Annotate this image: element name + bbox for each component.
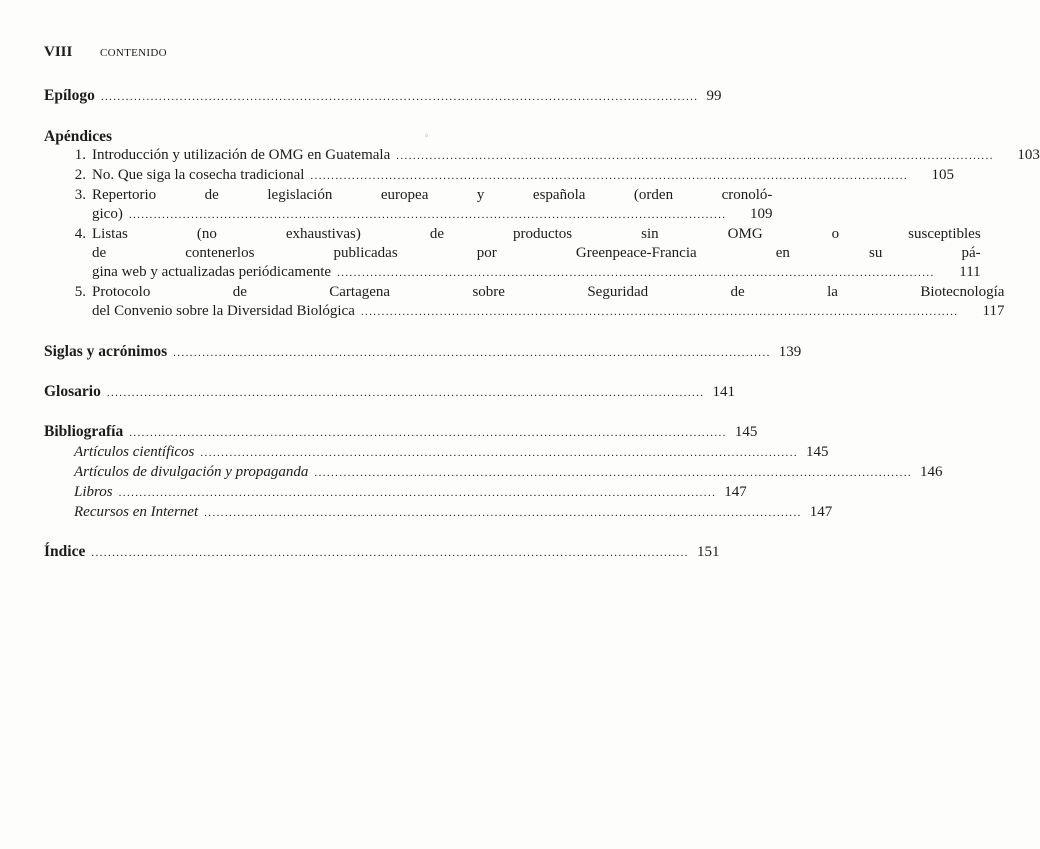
- appendix-last-line: [92, 302, 1004, 322]
- appendix-body: [92, 186, 772, 225]
- appendix-number: 3.: [74, 187, 86, 203]
- appendix-page: 103: [1017, 147, 1040, 163]
- toc-entry-page: 139: [778, 344, 802, 360]
- bibliografia-subentries: [44, 443, 943, 523]
- toc-entry-page: 151: [696, 544, 720, 560]
- appendix-number: 4.: [74, 226, 86, 242]
- appendix-last-line: [92, 205, 772, 225]
- dot-leader: [129, 424, 727, 443]
- toc-entry-glosario[interactable]: [44, 382, 735, 403]
- appendix-line: No. Que siga la cosecha tradicional: [92, 167, 305, 183]
- appendix-number: 2.: [74, 167, 86, 183]
- toc-entry-label: Siglas y acrónimos: [44, 343, 168, 360]
- bibliografia-subentry[interactable]: [44, 483, 747, 503]
- appendix-body: [92, 146, 1040, 166]
- bibliografia-subentry[interactable]: [44, 463, 943, 483]
- toc-entry-label: Epílogo: [44, 87, 95, 104]
- appendix-line: Repertorio de legislación europea y española (orden cronoló-: [92, 187, 773, 203]
- appendix-line: gico): [92, 206, 123, 222]
- bibliografia-subentry[interactable]: [44, 503, 833, 523]
- stray-mark: ﾟ: [425, 135, 430, 146]
- appendix-entry[interactable]: [44, 166, 955, 186]
- toc-entry-page: 145: [734, 424, 758, 440]
- appendix-entry[interactable]: [44, 146, 1040, 166]
- running-header: [44, 44, 167, 61]
- bibliografia-subentry[interactable]: [44, 443, 829, 463]
- appendix-number: 1.: [74, 147, 86, 163]
- toc-entry-epilogo[interactable]: [44, 86, 722, 107]
- toc-entry-siglas[interactable]: [44, 342, 802, 363]
- apendices-list: [44, 146, 1040, 322]
- dot-leader: [337, 264, 935, 283]
- dot-leader: [396, 147, 994, 166]
- subentry-label: Recursos en Internet: [74, 504, 199, 520]
- running-title: CONTENIDO: [100, 47, 167, 59]
- dot-leader: [107, 384, 705, 403]
- subentry-page: 147: [724, 484, 747, 500]
- appendix-line: de contenerlos publicadas por Greenpeace-Francia en su pá-: [92, 245, 981, 261]
- appendix-last-line: [92, 146, 1040, 166]
- appendix-entry[interactable]: [44, 225, 981, 283]
- appendix-page: 117: [982, 303, 1005, 319]
- dot-leader: [119, 484, 717, 503]
- table-of-contents: [44, 86, 1040, 563]
- appendix-number: 5.: [74, 284, 86, 300]
- appendix-line: Introducción y utilización de OMG en Guatemala: [92, 147, 391, 163]
- toc-entry-bibliografia[interactable]: [44, 422, 758, 443]
- appendix-line: Protocolo de Cartagena sobre Seguridad de la Biotecnología: [92, 284, 1005, 300]
- appendix-last-line: [92, 166, 954, 186]
- subentry-page: 145: [806, 444, 829, 460]
- appendix-line: del Convenio sobre la Diversidad Biológica: [92, 303, 355, 319]
- dot-leader: [101, 88, 699, 107]
- toc-entry-label: Bibliografía: [44, 423, 124, 440]
- appendix-line: gina web y actualizadas periódicamente: [92, 264, 332, 280]
- dot-leader: [129, 206, 727, 225]
- appendix-body: [92, 166, 954, 186]
- appendix-body: [92, 283, 1004, 322]
- toc-entry-label: Glosario: [44, 383, 101, 400]
- subentry-page: 146: [920, 464, 943, 480]
- appendix-entry[interactable]: [44, 283, 1005, 322]
- appendix-last-line: [92, 263, 981, 283]
- section-heading-apendices: Apéndices: [44, 128, 113, 145]
- appendix-page: 109: [749, 206, 773, 222]
- subentry-page: 147: [809, 504, 833, 520]
- appendix-page: 111: [959, 264, 981, 280]
- dot-leader: [314, 464, 912, 483]
- dot-leader: [361, 303, 959, 322]
- dot-leader: [91, 544, 689, 563]
- toc-entry-page: 99: [706, 88, 722, 104]
- appendix-line: Listas (no exhaustivas) de productos sin OMG o susceptibles: [92, 226, 981, 242]
- subentry-label: Artículos de divulgación y propaganda: [74, 464, 309, 480]
- appendix-entry[interactable]: [44, 186, 773, 225]
- page-number: VIII: [44, 44, 73, 60]
- dot-leader: [173, 344, 771, 363]
- toc-entry-label: Índice: [44, 543, 86, 560]
- toc-entry-page: 141: [712, 384, 735, 400]
- appendix-body: [92, 225, 981, 283]
- dot-leader: [310, 167, 908, 186]
- dot-leader: [200, 444, 798, 463]
- subentry-label: Libros: [74, 484, 113, 500]
- subentry-label: Artículos científicos: [74, 444, 195, 460]
- dot-leader: [204, 504, 802, 523]
- toc-entry-indice[interactable]: [44, 542, 720, 563]
- appendix-page: 105: [931, 167, 955, 183]
